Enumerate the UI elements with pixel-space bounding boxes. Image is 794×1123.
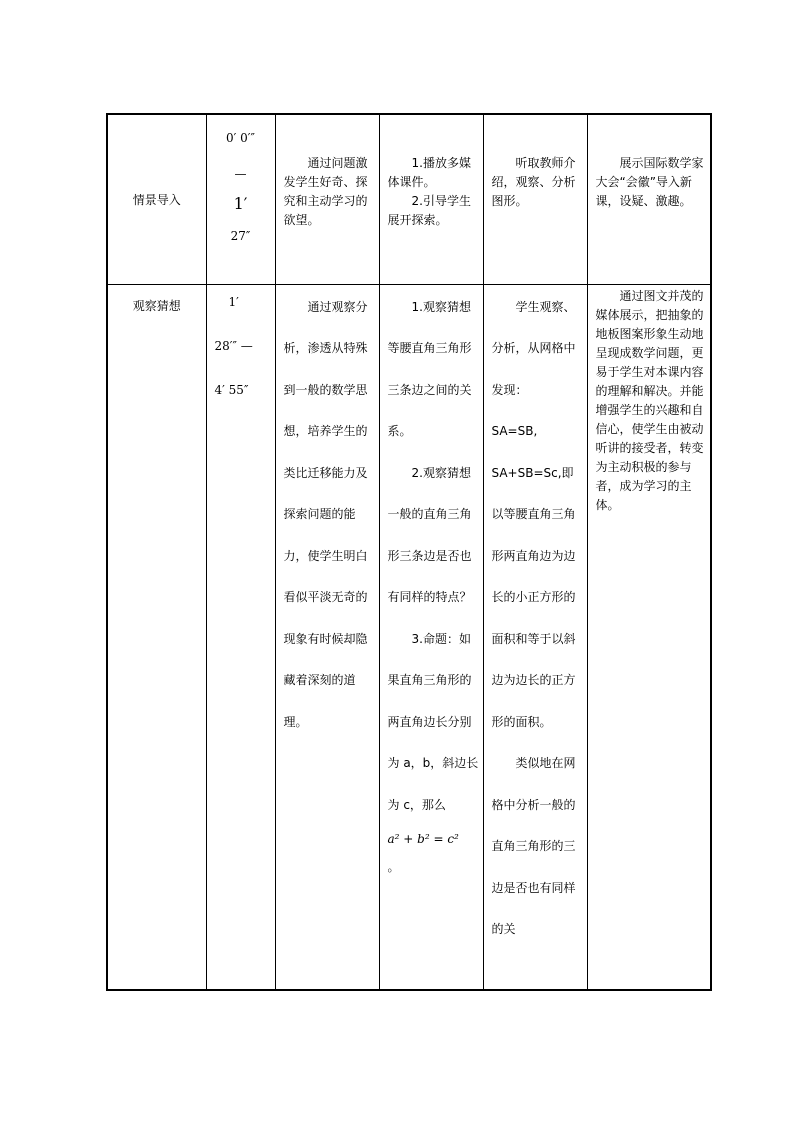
goal-text: 通过观察分析，渗透从特殊到一般的数学思想，培养学生的类比迁移能力及探索问题的能力，使学生明白看似平淡无奇的现象有时候却隐藏着深刻的道理。	[283, 299, 368, 729]
phase-cell	[107, 284, 206, 990]
student-text-4: 类似地在网格中分析一般的直角三角形的三边是否也有同样的关	[491, 756, 576, 936]
table-row-observe	[107, 284, 711, 990]
student-text-1: 学生观察、分析，从网格中发现：	[491, 299, 576, 397]
student-cell	[483, 284, 587, 990]
time-end: 4′ 55″	[214, 382, 249, 397]
goal-cell	[275, 114, 379, 284]
time-range: 28′″ —	[214, 338, 253, 353]
design-text: 展示国际数学家大会“会徽”导入新课，设疑、激趣。	[595, 156, 704, 208]
design-cell	[587, 114, 711, 284]
goal-cell	[275, 284, 379, 990]
time-cell	[206, 114, 275, 284]
teacher-cell	[379, 284, 483, 990]
phase-cell	[107, 114, 206, 284]
table-row-intro	[107, 114, 711, 284]
pythagorean-formula: a² + b² = c²	[387, 832, 459, 846]
teacher-step-1: 1.观察猜想等腰直角三角形三条边之间的关系。	[387, 299, 472, 438]
teacher-step-2: 2.引导学生展开探索。	[387, 194, 471, 227]
phase-label: 情景导入	[132, 192, 181, 207]
student-text: 听取教师介绍，观察、分析图形。	[491, 156, 576, 208]
time-dash: —	[234, 167, 247, 181]
time-end-min: 1′	[233, 194, 248, 213]
student-text-2: SA=SB,	[491, 424, 538, 438]
teacher-step-2: 2.观察猜想一般的直角三角形三条边是否也有同样的特点？	[387, 465, 472, 604]
student-cell	[483, 114, 587, 284]
teacher-cell	[379, 114, 483, 284]
teacher-step-3: 3.命题：如果直角三角形的两直角边长分别为 a，b，斜边长为 c，那么	[387, 631, 479, 812]
goal-text: 通过问题激发学生好奇、探究和主动学习的欲望。	[283, 156, 368, 227]
design-text: 通过图文并茂的媒体展示，把抽象的地板图案形象生动地呈现成数学问题，更易于学生对本课内容的理解和解决。并能增强学生的兴趣和自信心，使学生由被动听讲的接受者，转变为主动积极的参与者，成为学习的主体。	[595, 288, 704, 512]
time-cell	[206, 284, 275, 990]
student-text-3: SA+SB=Sc,即以等腰直角三角形两直角边为边长的小正方形的面积和等于以斜边为边长的正方形的面积。	[491, 465, 576, 729]
time-end-sec: 27″	[230, 229, 251, 243]
design-cell	[587, 284, 711, 990]
phase-label: 观察猜想	[132, 298, 181, 313]
time-start: 0′ 0′″	[225, 131, 255, 145]
lesson-plan-table	[106, 113, 712, 991]
teacher-end-mark: 。	[387, 860, 400, 874]
time-start-min: 1′	[228, 294, 239, 309]
teacher-step-1: 1.播放多媒体课件。	[387, 156, 471, 189]
